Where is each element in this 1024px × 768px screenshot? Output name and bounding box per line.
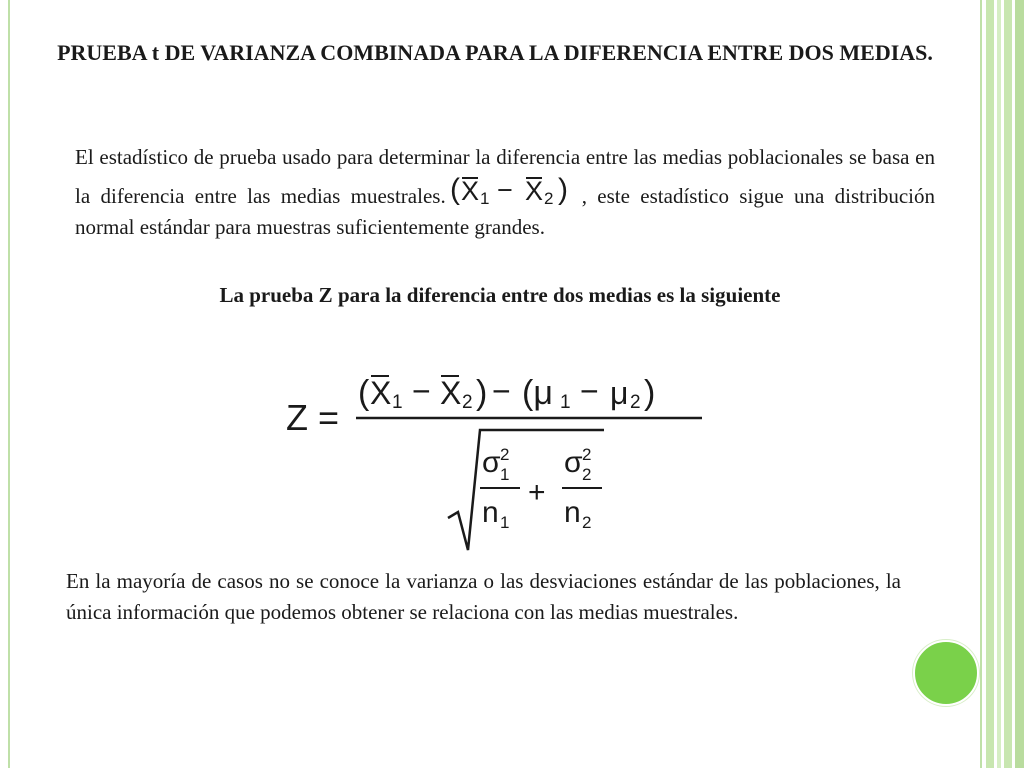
svg-text:μ: μ (610, 375, 629, 411)
svg-text:σ: σ (564, 446, 583, 479)
intro-text-after: , este estadístico sigue una distribución normal estándar para muestras suficientemente grandes. (75, 184, 935, 239)
svg-text:): ) (476, 374, 488, 412)
svg-text:1: 1 (560, 392, 571, 413)
svg-text:−: − (412, 373, 431, 409)
svg-text:1: 1 (500, 465, 510, 484)
svg-text:2: 2 (543, 189, 554, 207)
side-stripe-1 (986, 0, 994, 768)
svg-text:1: 1 (479, 189, 490, 207)
svg-text:2: 2 (630, 392, 641, 413)
svg-text:−: − (492, 373, 511, 409)
svg-text:+: + (528, 476, 546, 509)
side-stripe-3 (1004, 0, 1012, 768)
svg-text:): ) (644, 374, 656, 412)
svg-text:X: X (460, 176, 479, 206)
side-stripe-2 (997, 0, 1001, 768)
svg-text:1: 1 (500, 513, 510, 532)
z-test-formula (278, 360, 710, 556)
svg-text:n: n (482, 496, 499, 529)
svg-text:−: − (580, 373, 599, 409)
z-test-heading: La prueba Z para la diferencia entre dos medias es la siguiente (219, 283, 781, 307)
svg-text:−: − (496, 175, 513, 205)
svg-text:X: X (440, 375, 462, 411)
slide-title: PRUEBA t DE VARIANZA COMBINADA PARA LA DIFERENCIA ENTRE DOS MEDIAS. (57, 40, 933, 65)
decorative-green-circle (913, 640, 979, 706)
intro-text-before: El estadístico de prueba usado para determinar la diferencia entre las medias poblacionales se basa en la diferencia entre las medias muestrales. (75, 145, 935, 208)
svg-text:n: n (564, 496, 581, 529)
side-stripe-4 (1015, 0, 1024, 768)
svg-text:X: X (524, 176, 543, 206)
sample-mean-difference-formula (450, 173, 578, 207)
intro-paragraph (75, 142, 935, 243)
svg-text:2: 2 (500, 445, 510, 464)
closing-paragraph: En la mayoría de casos no se conoce la varianza o las desviaciones estándar de las poblaciones, la única información que podemos obtener se relaciona con las medias muestrales. (66, 569, 901, 624)
svg-text:(: ( (449, 173, 460, 206)
svg-text:X: X (370, 375, 392, 411)
svg-text:Z =: Z = (286, 397, 340, 438)
svg-text:(μ: (μ (522, 374, 553, 412)
svg-text:(: ( (358, 374, 370, 412)
svg-text:2: 2 (462, 392, 473, 413)
svg-text:1: 1 (392, 392, 403, 413)
svg-text:σ: σ (482, 446, 501, 479)
svg-text:2: 2 (582, 465, 592, 484)
svg-text:2: 2 (582, 445, 592, 464)
svg-text:): ) (557, 173, 568, 206)
svg-text:2: 2 (582, 513, 592, 532)
